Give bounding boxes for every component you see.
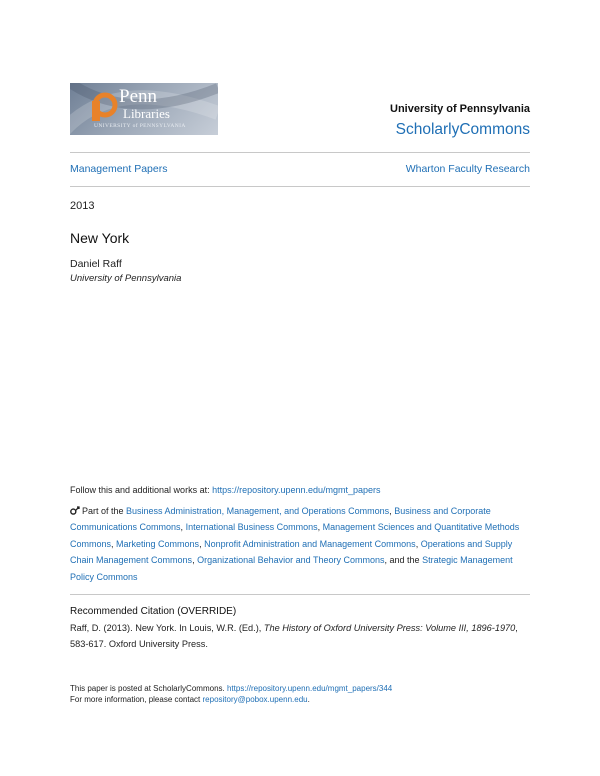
publication-year: 2013 bbox=[70, 200, 95, 212]
footer-posted-text: This paper is posted at ScholarlyCommons. bbox=[70, 684, 227, 693]
open-access-icon bbox=[70, 505, 80, 515]
discipline-sep: , bbox=[199, 538, 205, 549]
follow-url-link[interactable]: https://repository.upenn.edu/mgmt_papers bbox=[212, 485, 381, 495]
discipline-link[interactable]: Organizational Behavior and Theory Commons bbox=[197, 555, 385, 566]
logo-tagline: UNIVERSITY of PENNSYLVANIA bbox=[94, 123, 186, 129]
nav-wharton-faculty-research[interactable]: Wharton Faculty Research bbox=[405, 163, 530, 175]
discipline-and-the: and the bbox=[389, 555, 423, 566]
institution-name: University of Pennsylvania bbox=[390, 103, 530, 115]
penn-libraries-logo[interactable] bbox=[70, 83, 218, 135]
discipline-link[interactable]: Strategic Management Policy Commons bbox=[70, 555, 513, 582]
discipline-link[interactable]: Business Administration, Management, and Operations Commons bbox=[126, 506, 390, 516]
footer-contact-end: . bbox=[307, 695, 310, 704]
discipline-link[interactable]: Nonprofit Administration and Management Commons bbox=[204, 538, 416, 549]
discipline-sep: , bbox=[389, 506, 395, 516]
discipline-link[interactable]: International Business Commons bbox=[185, 522, 318, 533]
discipline-link[interactable]: Marketing Commons bbox=[116, 538, 200, 549]
discipline-sep: , bbox=[384, 555, 390, 566]
discipline-sep: , bbox=[192, 555, 198, 566]
author-name: Daniel Raff bbox=[70, 258, 122, 270]
discipline-link[interactable]: Business and Corporate Communications Commons bbox=[70, 506, 491, 533]
footer-posted bbox=[70, 684, 392, 693]
divider-nav bbox=[70, 186, 530, 187]
nav-management-papers[interactable]: Management Papers bbox=[70, 163, 168, 175]
follow-line bbox=[70, 485, 381, 495]
citation-heading: Recommended Citation (OVERRIDE) bbox=[70, 606, 237, 617]
footer-posted-link[interactable]: https://repository.upenn.edu/mgmt_papers/344 bbox=[226, 684, 393, 693]
follow-text: Follow this and additional works at: bbox=[70, 485, 213, 495]
footer-contact-text: For more information, please contact bbox=[70, 695, 203, 704]
discipline-link[interactable]: Operations and Supply Chain Management Commons bbox=[70, 538, 513, 566]
discipline-sep: , bbox=[180, 522, 186, 533]
page-title: New York bbox=[70, 230, 130, 246]
discipline-prefix: Part of the bbox=[82, 506, 127, 516]
footer-contact bbox=[70, 695, 310, 704]
discipline-sep: , bbox=[415, 538, 421, 549]
discipline-sep: , bbox=[317, 522, 323, 533]
logo-word-penn: Penn bbox=[119, 86, 157, 107]
author-affiliation: University of Pennsylvania bbox=[70, 273, 182, 284]
footer-contact-email[interactable]: repository@pobox.upenn.edu bbox=[202, 695, 308, 704]
discipline-sep: , bbox=[111, 538, 117, 549]
divider-citation bbox=[70, 594, 530, 595]
citation-part1: Raff, D. (2013). New York. In Louis, W.R. (Ed.), bbox=[70, 623, 264, 633]
logo-word-libraries: Libraries bbox=[123, 106, 170, 121]
citation-text bbox=[70, 621, 530, 652]
scholarlycommons-link[interactable]: ScholarlyCommons bbox=[395, 121, 530, 138]
divider-top bbox=[70, 152, 530, 153]
citation-book-title: The History of Oxford University Press: Volume III, 1896-1970 bbox=[263, 623, 516, 633]
discipline-list bbox=[70, 503, 532, 585]
discipline-link[interactable]: Management Sciences and Quantitative Methods Commons bbox=[70, 522, 520, 549]
citation-part2: , 583-617. Oxford University Press. bbox=[70, 623, 518, 649]
